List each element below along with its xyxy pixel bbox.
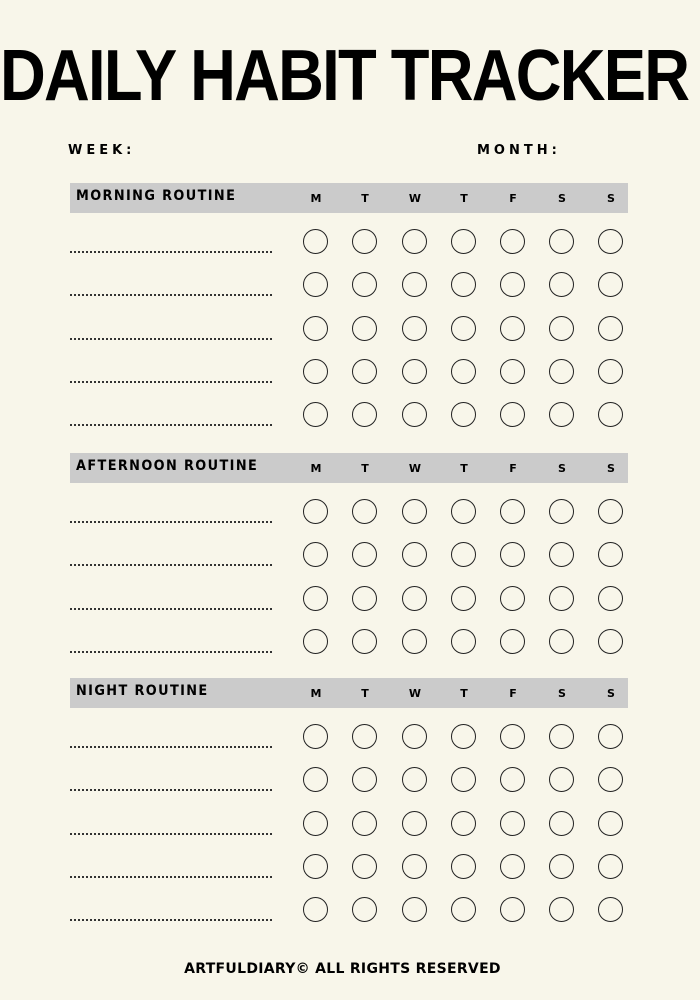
habit-checkbox[interactable] bbox=[451, 586, 476, 611]
day-label: M bbox=[310, 687, 322, 700]
habit-checkbox[interactable] bbox=[500, 811, 525, 836]
habit-checkbox[interactable] bbox=[451, 542, 476, 567]
habit-checkbox[interactable] bbox=[549, 767, 574, 792]
habit-checkbox[interactable] bbox=[500, 499, 525, 524]
day-label: T bbox=[460, 462, 468, 475]
habit-checkbox[interactable] bbox=[598, 854, 623, 879]
habit-name-line[interactable] bbox=[70, 338, 272, 340]
page-title: DAILY HABIT TRACKER bbox=[0, 36, 689, 116]
habit-checkbox[interactable] bbox=[598, 316, 623, 341]
section-header bbox=[70, 453, 628, 483]
habit-checkbox[interactable] bbox=[402, 629, 427, 654]
habit-checkbox[interactable] bbox=[598, 359, 623, 384]
day-label: S bbox=[607, 462, 615, 475]
habit-checkbox[interactable] bbox=[549, 229, 574, 254]
habit-checkbox[interactable] bbox=[402, 316, 427, 341]
habit-checkbox[interactable] bbox=[549, 811, 574, 836]
habit-checkbox[interactable] bbox=[500, 359, 525, 384]
habit-checkbox[interactable] bbox=[549, 542, 574, 567]
habit-row bbox=[70, 541, 628, 571]
habit-checkbox[interactable] bbox=[500, 316, 525, 341]
habit-checkbox[interactable] bbox=[500, 542, 525, 567]
habit-name-line[interactable] bbox=[70, 521, 272, 523]
habit-name-line[interactable] bbox=[70, 294, 272, 296]
habit-checkbox[interactable] bbox=[500, 724, 525, 749]
habit-name-line[interactable] bbox=[70, 833, 272, 835]
habit-checkbox[interactable] bbox=[451, 811, 476, 836]
habit-name-line[interactable] bbox=[70, 746, 272, 748]
month-label: MONTH: bbox=[477, 143, 561, 158]
day-label: W bbox=[408, 192, 422, 205]
habit-checkbox[interactable] bbox=[352, 229, 377, 254]
habit-checkbox[interactable] bbox=[402, 724, 427, 749]
day-label: W bbox=[408, 462, 422, 475]
habit-checkbox[interactable] bbox=[451, 499, 476, 524]
habit-name-line[interactable] bbox=[70, 876, 272, 878]
habit-checkbox[interactable] bbox=[598, 811, 623, 836]
habit-checkbox[interactable] bbox=[303, 767, 328, 792]
habit-checkbox[interactable] bbox=[303, 586, 328, 611]
habit-checkbox[interactable] bbox=[402, 359, 427, 384]
habit-checkbox[interactable] bbox=[303, 854, 328, 879]
habit-checkbox[interactable] bbox=[352, 316, 377, 341]
habit-checkbox[interactable] bbox=[303, 229, 328, 254]
day-label: T bbox=[361, 462, 369, 475]
habit-checkbox[interactable] bbox=[598, 272, 623, 297]
day-label: T bbox=[460, 687, 468, 700]
day-label: F bbox=[509, 192, 517, 205]
habit-checkbox[interactable] bbox=[352, 897, 377, 922]
habit-checkbox[interactable] bbox=[402, 402, 427, 427]
habit-row bbox=[70, 315, 628, 345]
habit-checkbox[interactable] bbox=[303, 629, 328, 654]
habit-checkbox[interactable] bbox=[402, 499, 427, 524]
habit-checkbox[interactable] bbox=[500, 897, 525, 922]
habit-name-line[interactable] bbox=[70, 251, 272, 253]
habit-checkbox[interactable] bbox=[352, 586, 377, 611]
habit-checkbox[interactable] bbox=[303, 724, 328, 749]
section-title: AFTERNOON ROUTINE bbox=[76, 458, 259, 474]
habit-checkbox[interactable] bbox=[352, 767, 377, 792]
habit-checkbox[interactable] bbox=[451, 724, 476, 749]
habit-name-line[interactable] bbox=[70, 381, 272, 383]
day-label: S bbox=[558, 687, 566, 700]
day-label: M bbox=[310, 462, 322, 475]
day-label: F bbox=[509, 462, 517, 475]
habit-checkbox[interactable] bbox=[352, 854, 377, 879]
habit-checkbox[interactable] bbox=[402, 897, 427, 922]
habit-checkbox[interactable] bbox=[451, 897, 476, 922]
day-label: F bbox=[509, 687, 517, 700]
habit-checkbox[interactable] bbox=[549, 586, 574, 611]
day-label: T bbox=[361, 687, 369, 700]
habit-checkbox[interactable] bbox=[500, 854, 525, 879]
section-title: NIGHT ROUTINE bbox=[76, 683, 209, 699]
habit-checkbox[interactable] bbox=[303, 402, 328, 427]
habit-checkbox[interactable] bbox=[500, 272, 525, 297]
habit-checkbox[interactable] bbox=[303, 499, 328, 524]
habit-checkbox[interactable] bbox=[402, 767, 427, 792]
day-label: W bbox=[408, 687, 422, 700]
habit-checkbox[interactable] bbox=[352, 272, 377, 297]
routine-section bbox=[70, 183, 628, 213]
habit-checkbox[interactable] bbox=[549, 402, 574, 427]
habit-name-line[interactable] bbox=[70, 919, 272, 921]
habit-checkbox[interactable] bbox=[402, 542, 427, 567]
day-label: T bbox=[361, 192, 369, 205]
habit-checkbox[interactable] bbox=[303, 811, 328, 836]
day-label: S bbox=[558, 192, 566, 205]
habit-checkbox[interactable] bbox=[303, 897, 328, 922]
habit-checkbox[interactable] bbox=[451, 316, 476, 341]
habit-checkbox[interactable] bbox=[402, 586, 427, 611]
habit-checkbox[interactable] bbox=[549, 499, 574, 524]
habit-row bbox=[70, 896, 628, 926]
habit-row bbox=[70, 585, 628, 615]
habit-name-line[interactable] bbox=[70, 651, 272, 653]
habit-checkbox[interactable] bbox=[549, 272, 574, 297]
habit-name-line[interactable] bbox=[70, 564, 272, 566]
habit-checkbox[interactable] bbox=[352, 499, 377, 524]
habit-checkbox[interactable] bbox=[598, 767, 623, 792]
habit-checkbox[interactable] bbox=[352, 542, 377, 567]
habit-checkbox[interactable] bbox=[303, 316, 328, 341]
habit-checkbox[interactable] bbox=[598, 229, 623, 254]
habit-checkbox[interactable] bbox=[303, 542, 328, 567]
habit-row bbox=[70, 853, 628, 883]
habit-row bbox=[70, 271, 628, 301]
habit-checkbox[interactable] bbox=[303, 272, 328, 297]
habit-checkbox[interactable] bbox=[402, 229, 427, 254]
habit-row bbox=[70, 228, 628, 258]
habit-checkbox[interactable] bbox=[598, 897, 623, 922]
habit-checkbox[interactable] bbox=[451, 629, 476, 654]
habit-checkbox[interactable] bbox=[451, 854, 476, 879]
habit-checkbox[interactable] bbox=[598, 402, 623, 427]
day-label: S bbox=[607, 687, 615, 700]
habit-checkbox[interactable] bbox=[451, 402, 476, 427]
habit-row bbox=[70, 723, 628, 753]
habit-checkbox[interactable] bbox=[500, 586, 525, 611]
day-label: S bbox=[607, 192, 615, 205]
habit-checkbox[interactable] bbox=[549, 724, 574, 749]
habit-checkbox[interactable] bbox=[549, 854, 574, 879]
routine-section bbox=[70, 453, 628, 483]
habit-row bbox=[70, 766, 628, 796]
habit-checkbox[interactable] bbox=[451, 359, 476, 384]
habit-checkbox[interactable] bbox=[451, 229, 476, 254]
habit-checkbox[interactable] bbox=[500, 629, 525, 654]
habit-checkbox[interactable] bbox=[402, 811, 427, 836]
habit-row bbox=[70, 498, 628, 528]
habit-checkbox[interactable] bbox=[352, 402, 377, 427]
routine-section bbox=[70, 678, 628, 708]
section-header bbox=[70, 678, 628, 708]
habit-checkbox[interactable] bbox=[500, 767, 525, 792]
habit-checkbox[interactable] bbox=[549, 316, 574, 341]
habit-checkbox[interactable] bbox=[352, 724, 377, 749]
week-label: WEEK: bbox=[68, 143, 136, 158]
habit-checkbox[interactable] bbox=[451, 767, 476, 792]
habit-checkbox[interactable] bbox=[402, 272, 427, 297]
habit-checkbox[interactable] bbox=[598, 499, 623, 524]
habit-row bbox=[70, 401, 628, 431]
day-label: T bbox=[460, 192, 468, 205]
habit-row bbox=[70, 810, 628, 840]
habit-checkbox[interactable] bbox=[352, 629, 377, 654]
habit-checkbox[interactable] bbox=[549, 629, 574, 654]
habit-checkbox[interactable] bbox=[500, 229, 525, 254]
habit-checkbox[interactable] bbox=[549, 897, 574, 922]
habit-name-line[interactable] bbox=[70, 608, 272, 610]
habit-checkbox[interactable] bbox=[500, 402, 525, 427]
habit-name-line[interactable] bbox=[70, 424, 272, 426]
section-title: MORNING ROUTINE bbox=[76, 188, 237, 204]
habit-checkbox[interactable] bbox=[549, 359, 574, 384]
habit-checkbox[interactable] bbox=[598, 542, 623, 567]
habit-checkbox[interactable] bbox=[598, 586, 623, 611]
habit-row bbox=[70, 358, 628, 388]
habit-checkbox[interactable] bbox=[402, 854, 427, 879]
habit-row bbox=[70, 628, 628, 658]
habit-checkbox[interactable] bbox=[451, 272, 476, 297]
habit-checkbox[interactable] bbox=[598, 629, 623, 654]
section-header bbox=[70, 183, 628, 213]
day-label: S bbox=[558, 462, 566, 475]
day-label: M bbox=[310, 192, 322, 205]
habit-checkbox[interactable] bbox=[303, 359, 328, 384]
habit-name-line[interactable] bbox=[70, 789, 272, 791]
habit-checkbox[interactable] bbox=[352, 359, 377, 384]
habit-checkbox[interactable] bbox=[598, 724, 623, 749]
footer-copyright: ARTFULDIARY© ALL RIGHTS RESERVED bbox=[184, 961, 501, 977]
habit-checkbox[interactable] bbox=[352, 811, 377, 836]
